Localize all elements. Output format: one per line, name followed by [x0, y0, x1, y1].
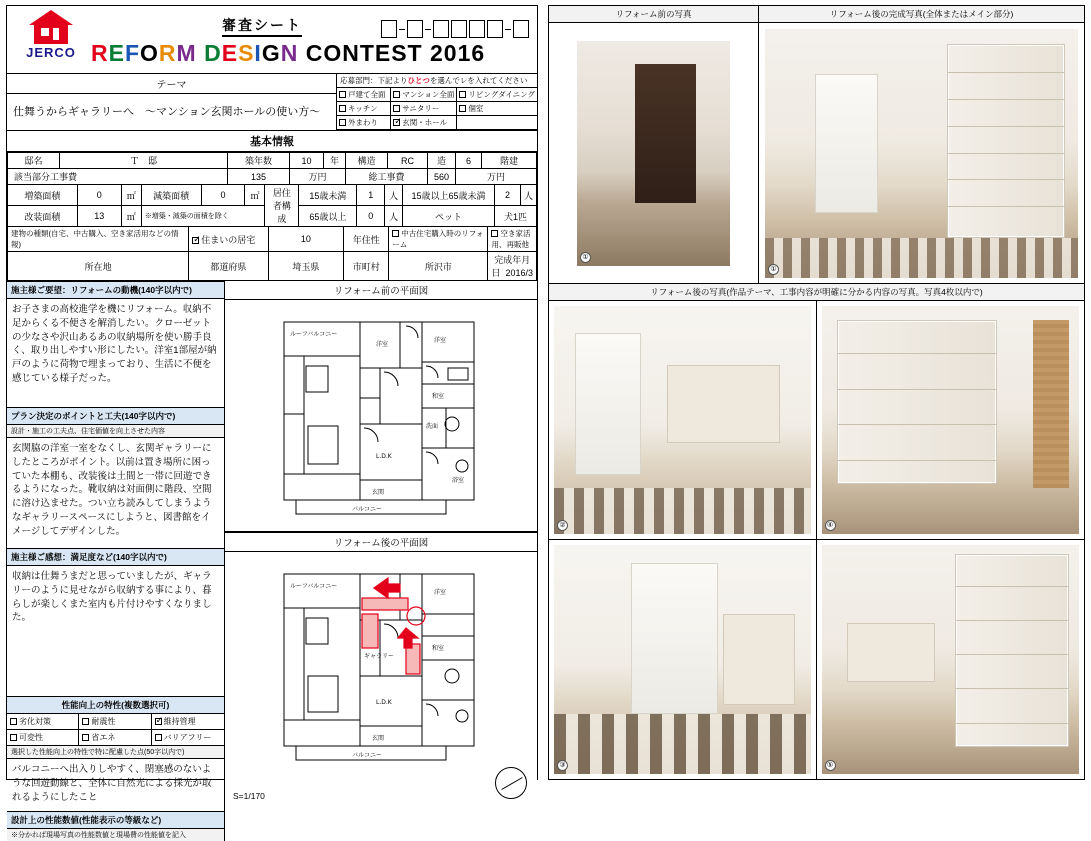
plan-note: 設計・施工の工夫点、住宅価値を向上させた内容: [7, 425, 224, 438]
contest-title: REFORM DESIGN CONTEST 2016: [91, 40, 486, 66]
value-member1: 1: [357, 185, 385, 206]
label-pref: 都道府県: [189, 252, 268, 281]
body-columns: [7, 281, 537, 841]
svg-text:ルーフバルコニー: ルーフバルコニー: [290, 331, 338, 338]
photo-number: ①: [580, 252, 591, 263]
label-del-area: 減築面積: [141, 185, 201, 206]
photo-number: ③: [557, 760, 568, 771]
svg-text:バルコニー: バルコニー: [352, 506, 383, 513]
label-add-area: 増築面積: [8, 185, 78, 206]
category-option-2[interactable]: リビングダイニング: [457, 88, 537, 102]
label-total: 総工事費: [346, 169, 428, 185]
plan-before-title: リフォーム前の平面図: [225, 281, 537, 300]
svg-text:ルーフバルコニー: ルーフバルコニー: [290, 583, 338, 590]
value-reno-area: 13: [77, 206, 121, 227]
label-member1: 15歳未満: [299, 185, 357, 206]
shelf-graphic: [947, 44, 1066, 238]
basic-info-table: [7, 152, 537, 185]
photo-3: [554, 545, 811, 774]
category-option-6[interactable]: 外まわり: [337, 116, 391, 130]
plan-header: プラン決定のポイントと工夫(140字以内で): [7, 407, 224, 425]
house-icon: [29, 10, 73, 44]
page-title: 審査シート: [222, 15, 302, 35]
label-member3: 65歳以上: [299, 206, 357, 227]
photo-number: ⑤: [825, 760, 836, 771]
unit-cost: 万円: [290, 169, 346, 185]
perf-detail-header: 選択した性能向上の特性で特に配慮した点(50字以内で): [7, 746, 224, 759]
unit-floor: 階建: [482, 153, 537, 169]
request-body: お子さまの高校進学を機にリフォーム。収納不足からくる不便さを解消したい。クローゼットの少なさや沢山あるあの収納場所を使い勝手良く、取り出しやすい形にしたい。洋室1部屋が納戸のように荷物で埋まっており、生活に不便を感じている様子だった。: [12, 304, 217, 384]
svg-text:L.D.K: L.D.K: [376, 453, 392, 460]
voice-body: 収納は仕舞うまだと思っていましたが、ギャラリーのように見せながら収納する事により、暮らしが楽しくまた室内も片付けやすくなりました。: [12, 571, 212, 624]
value-floor: 6: [456, 153, 482, 169]
floorplan-before: [225, 300, 537, 532]
unit-residence-years: 年住性: [344, 227, 389, 252]
perf-option-4[interactable]: 省エネ: [79, 730, 151, 746]
gallery-cell-3: [549, 540, 817, 779]
label-location: 所在地: [8, 252, 189, 281]
basic-info-table-3: [7, 226, 537, 281]
label-floor: 造: [428, 153, 456, 169]
svg-text:和室: 和室: [432, 645, 445, 652]
label-name: 邸名: [8, 153, 60, 169]
label-pet: ペット: [403, 206, 495, 227]
photo-4: [822, 306, 1080, 534]
text-column: [7, 281, 225, 841]
jerco-logo: [15, 10, 87, 70]
after-main-photo-cell: [759, 6, 1084, 283]
value-del-area: 0: [201, 185, 245, 206]
design-header: 設計上の性能数値(性能表示の等級など): [7, 811, 224, 828]
value-member2: 2: [494, 185, 520, 206]
floorplan-after-drawing: [256, 558, 506, 772]
value-structure: RC: [388, 153, 428, 169]
theme-label: テーマ: [7, 74, 336, 94]
label-building-type: 建物の種類(自宅、中古購入、空き家活用などの情報): [8, 227, 189, 252]
svg-text:和室: 和室: [432, 393, 445, 400]
value-name: Ｔ 邸: [60, 153, 228, 169]
svg-text:洗面: 洗面: [426, 423, 439, 430]
svg-text:ギャラリー: ギャラリー: [364, 653, 395, 660]
note-reno-area: ※増築・減築の面積を除く: [141, 206, 265, 227]
label-member2: 15歳以上65歳未満: [403, 185, 495, 206]
svg-text:洋室: 洋室: [376, 341, 389, 348]
photo-5: [822, 545, 1080, 774]
table-row: [8, 153, 537, 169]
scale-label: S=1/170: [233, 791, 265, 801]
theme-text: 仕舞うからギャラリーへ ～マンション玄関ホールの使い方～: [13, 106, 321, 118]
option-used-house[interactable]: 中古住宅購入時のリフォーム: [389, 227, 488, 252]
north-arrow-icon: [495, 767, 527, 799]
svg-text:浴室: 浴室: [452, 477, 465, 484]
value-residence-years: 10: [268, 227, 344, 252]
category-option-7[interactable]: ✓ 玄関・ホール: [391, 116, 457, 130]
photo-before: [577, 41, 730, 266]
label-structure: 構造: [346, 153, 388, 169]
photo-2: [554, 306, 811, 534]
svg-text:玄関: 玄関: [372, 489, 385, 496]
option-vacant-house[interactable]: 空き家活用、再販他: [488, 227, 537, 252]
left-page: [6, 5, 538, 839]
table-row: [8, 227, 537, 252]
table-row: [8, 169, 537, 185]
floorplan-column: [225, 281, 537, 841]
gallery-cell-2: [549, 301, 817, 540]
label-cost: 該当部分工事費: [8, 169, 228, 185]
entry-code-boxes[interactable]: [381, 20, 529, 38]
photo-gallery: [549, 301, 1084, 779]
svg-text:玄関: 玄関: [372, 735, 385, 742]
gallery-title: リフォーム後の写真(作品テーマ、工事内容が明確に分かる内容の写真。写真4枚以内で): [549, 284, 1084, 301]
value-cost: 135: [228, 169, 290, 185]
label-members: 居住者構成: [265, 185, 299, 227]
perf-option-1[interactable]: 耐震性: [79, 714, 151, 730]
unit-add-area: ㎡: [121, 185, 141, 206]
plan-body: 玄関脇の洋室一室をなくし、玄関ギャラリーにしたところがポイント。以前は置き場所に困っていた本棚も、改装後は土間と一帯に回遊できるようになった。靴収納は対面側に階段、空間に溶け込ませた。つい立ち読みしてしまうようなギャラリースペースにしようと、図書館をイメージしてデザインした。: [12, 443, 212, 537]
completion-date: 完成年月日 2016/3: [488, 252, 537, 281]
svg-text:バルコニー: バルコニー: [352, 752, 383, 759]
photo-after-main: [765, 29, 1078, 278]
gallery-cell-5: [817, 540, 1085, 779]
photo-number: ④: [825, 520, 836, 531]
value-pref: 埼玉県: [268, 252, 344, 281]
photo-number: ①: [768, 264, 779, 275]
category-option-0[interactable]: 戸建て全面: [337, 88, 391, 102]
gallery-cell-4: [817, 301, 1085, 540]
photo-row-top: [549, 6, 1084, 284]
table-row: [8, 252, 537, 281]
category-option-5[interactable]: 個室: [457, 102, 537, 116]
unit-reno-area: ㎡: [121, 206, 141, 227]
svg-text:L.D.K: L.D.K: [376, 699, 392, 706]
floorplan-after: [225, 552, 537, 805]
apply-note: 応募部門：下記よりひとつを選んでレを入れてください: [337, 74, 537, 88]
category-option-4[interactable]: サニタリー: [391, 102, 457, 116]
perf-option-3[interactable]: 可変性: [7, 730, 79, 746]
design-note: ※分かれば現場写真の性能数値と現場費の性能値を記入: [7, 828, 224, 841]
value-member3: 0: [357, 206, 385, 227]
performance-header: 性能向上の特性(複数選択可): [7, 696, 224, 714]
voice-header: 施主様ご感想：満足度など(140字以内で): [7, 548, 224, 566]
basic-info-table-2: [7, 184, 537, 227]
request-header: 施主様ご要望：リフォームの動機(140字以内で): [7, 281, 224, 299]
svg-text:洋室: 洋室: [434, 589, 447, 596]
unit-member3: 人: [385, 206, 403, 227]
category-option-3[interactable]: キッチン: [337, 102, 391, 116]
after-photo-title: リフォーム後の完成写真(全体またはメイン部分): [759, 6, 1084, 23]
perf-option-5[interactable]: バリアフリー: [152, 730, 224, 746]
unit-total: 万円: [456, 169, 537, 185]
value-add-area: 0: [77, 185, 121, 206]
value-city: 所沢市: [389, 252, 488, 281]
plan-after-title: リフォーム後の平面図: [225, 532, 537, 552]
svg-text:洋室: 洋室: [434, 337, 447, 344]
sheet-header: [7, 6, 537, 74]
unit-age: 年: [324, 153, 346, 169]
theme-section: [7, 74, 537, 131]
right-page: [548, 5, 1085, 780]
unit-member2: 人: [520, 185, 536, 206]
value-pet: 犬1匹: [494, 206, 536, 227]
perf-option-2[interactable]: ✓ 維持管理: [152, 714, 224, 730]
category-option-8[interactable]: [457, 116, 537, 130]
logo-text: JERCO: [26, 45, 76, 60]
performance-options: [7, 714, 224, 746]
perf-detail-body: バルコニーへ出入りしやすく、閉塞感のないような回遊動線と、全体に自然光による採光が取れるようにしたこと: [12, 764, 212, 803]
perf-option-0[interactable]: 劣化対策: [7, 714, 79, 730]
before-photo-cell: [549, 6, 759, 283]
value-building-type[interactable]: ✓ 住まいの居宅: [189, 227, 268, 252]
label-city: 市町村: [344, 252, 389, 281]
unit-member1: 人: [385, 185, 403, 206]
basic-info-band: 基本情報: [7, 131, 537, 152]
application-category: [337, 74, 537, 130]
unit-del-area: ㎡: [245, 185, 265, 206]
label-reno-area: 改装面積: [8, 206, 78, 227]
floorplan-before-drawing: [256, 306, 506, 528]
table-row: [8, 185, 537, 206]
photo-number: ②: [557, 520, 568, 531]
before-photo-title: リフォーム前の写真: [549, 6, 758, 23]
value-age: 10: [290, 153, 324, 169]
label-age: 築年数: [228, 153, 290, 169]
value-total: 560: [428, 169, 456, 185]
category-option-1[interactable]: マンション全面: [391, 88, 457, 102]
